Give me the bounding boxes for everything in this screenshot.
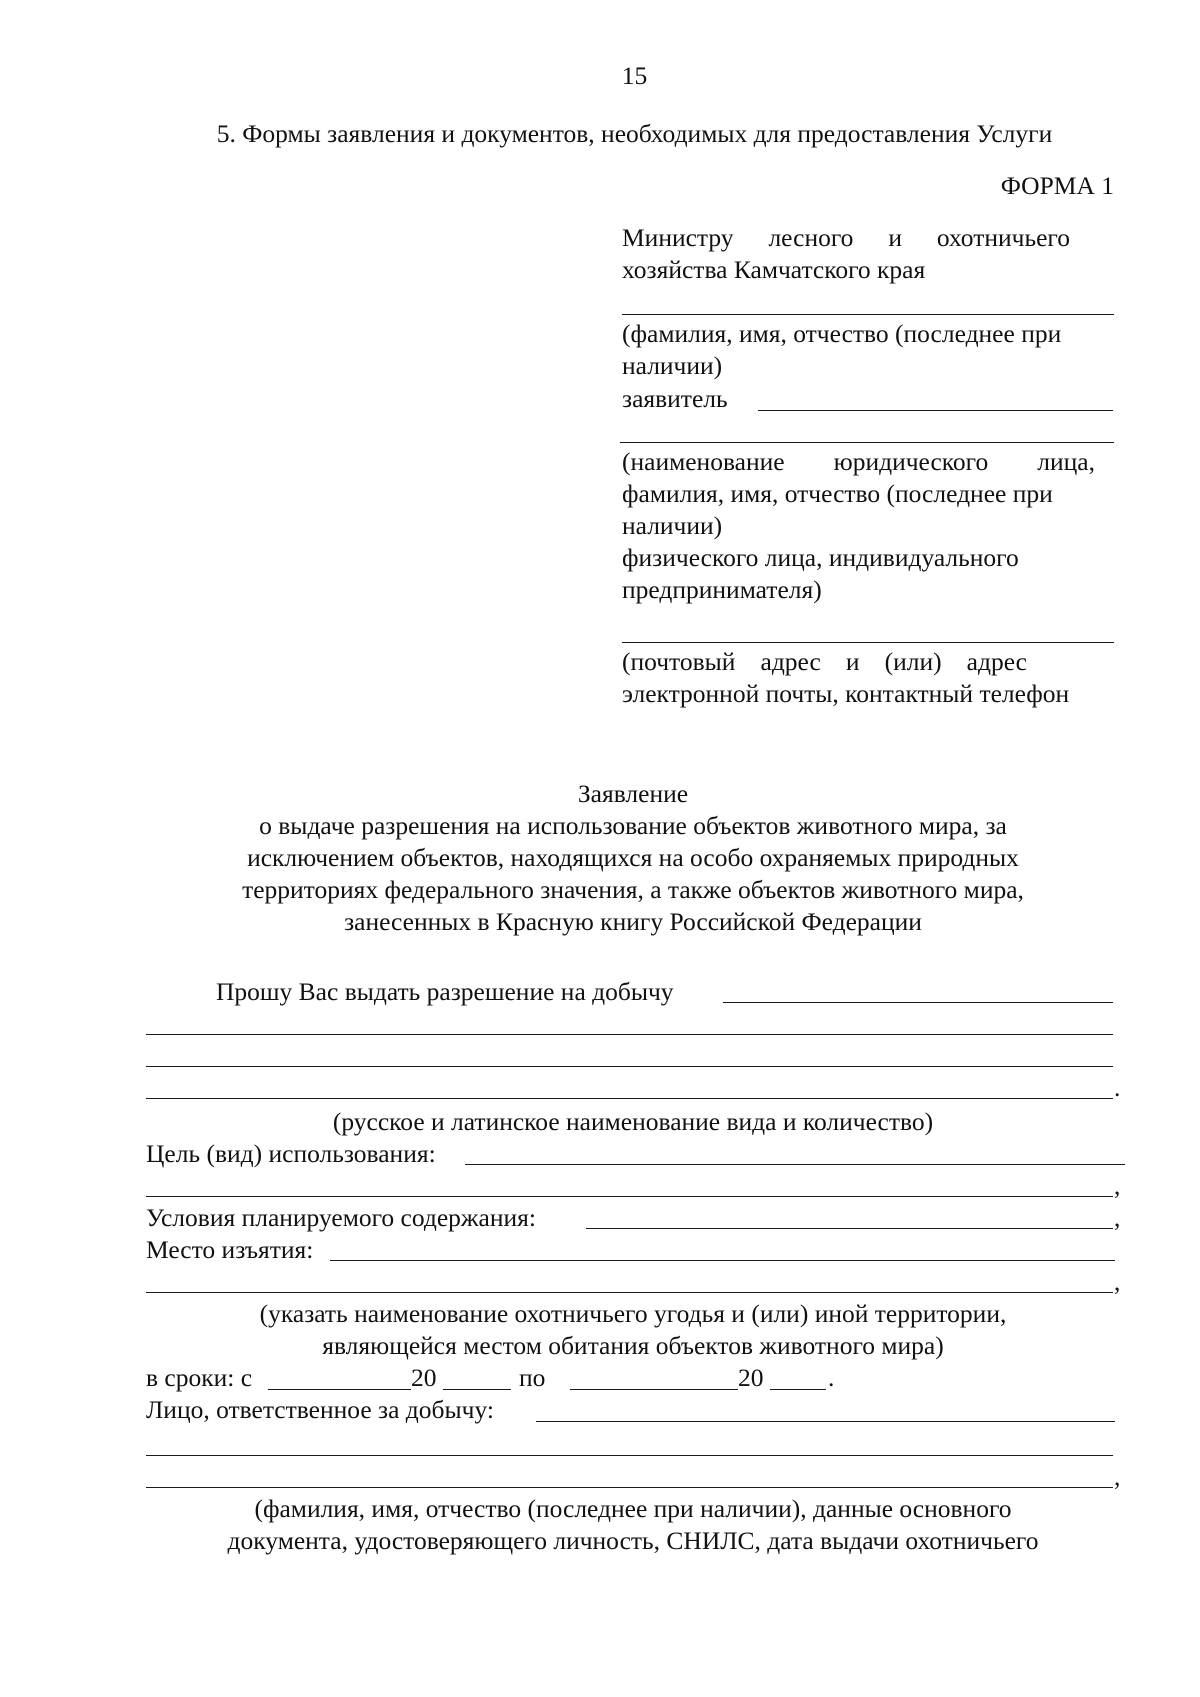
conditions-label: Условия планируемого содержания: (146, 1203, 536, 1232)
hint-org-line5: предпринимателя) (622, 575, 822, 604)
place-field-line2[interactable] (146, 1292, 1113, 1293)
responsible-hint-line1: (фамилия, имя, отчество (последнее при наличии), данные основного (254, 1494, 1012, 1523)
hint-org-line2: фамилия, имя, отчество (последнее при (622, 479, 1053, 508)
addressee-line2: хозяйства Камчатского края (622, 255, 926, 284)
applicant-field-line2[interactable] (620, 442, 1114, 443)
hint-fio-line1: (фамилия, имя, отчество (последнее при (622, 319, 1062, 348)
responsible-comma: , (1114, 1462, 1121, 1491)
hint-contact-line2: электронной почты, контактный телефон (622, 679, 1070, 708)
purpose-comma: , (1114, 1171, 1121, 1200)
period-mark: . (1114, 1073, 1121, 1102)
responsible-label: Лицо, ответственное за добычу: (146, 1395, 494, 1424)
addressee-line1: Министру лесного и охотничьего (622, 223, 1070, 252)
place-label: Место изъятия: (146, 1235, 314, 1264)
purpose-field-line2[interactable] (146, 1196, 1113, 1197)
term-start-year-prefix: 20 (411, 1363, 437, 1392)
statement-subtitle-line1: о выдаче разрешения на использование объектов животного мира, за (259, 811, 1007, 840)
statement-subtitle-line4: занесенных в Красную книгу Российской Федерации (344, 907, 922, 936)
applicant-fio-field[interactable] (622, 314, 1114, 315)
term-end-year-field[interactable] (770, 1389, 826, 1390)
hint-contact-line1: (почтовый адрес и (или) адрес (622, 647, 1027, 676)
term-to-label: по (519, 1363, 546, 1392)
responsible-field-line2[interactable] (146, 1455, 1113, 1456)
purpose-label: Цель (вид) использования: (146, 1139, 436, 1168)
conditions-comma: , (1114, 1203, 1121, 1232)
statement-title: Заявление (577, 779, 689, 808)
place-hint-line2: являющейся местом обитания объектов животного мира) (322, 1331, 944, 1360)
purpose-field[interactable] (465, 1164, 1125, 1165)
statement-subtitle-line2: исключением объектов, находящихся на особо охраняемых природных (247, 843, 1019, 872)
responsible-hint-line2: документа, удостоверяющего личность, СНИЛС, дата выдачи охотничьего (227, 1526, 1039, 1555)
species-hint: (русское и латинское наименование вида и количество) (332, 1107, 934, 1136)
hint-fio-line2: наличии) (622, 351, 723, 380)
form-label: ФОРМА 1 (1000, 171, 1114, 200)
place-hint-line1: (указать наименование охотничьего угодья и (или) иной территории, (259, 1299, 1007, 1328)
hint-org-line1: (наименование юридического лица, (622, 447, 1095, 476)
applicant-field[interactable] (758, 410, 1113, 411)
applicant-label: заявитель (622, 384, 728, 413)
term-label: в сроки: с (146, 1363, 253, 1392)
responsible-field[interactable] (536, 1421, 1115, 1422)
term-start-year-field[interactable] (443, 1389, 511, 1390)
statement-subtitle-line3: территориях федерального значения, а также объектов животного мира, (242, 875, 1024, 904)
hint-org-line4: физического лица, индивидуального (622, 543, 1019, 572)
place-comma: , (1114, 1267, 1121, 1296)
contact-field[interactable] (622, 642, 1114, 643)
term-start-date-field[interactable] (268, 1389, 411, 1390)
species-field[interactable] (723, 1002, 1113, 1003)
page-number: 15 (621, 61, 648, 90)
section-heading: 5. Формы заявления и документов, необходимых для предоставления Услуги (216, 119, 1053, 148)
request-text: Прошу Вас выдать разрешение на добычу (216, 977, 674, 1006)
place-field[interactable] (330, 1260, 1115, 1261)
species-field-line3[interactable] (146, 1066, 1113, 1067)
responsible-field-line3[interactable] (146, 1487, 1113, 1488)
term-end-date-field[interactable] (570, 1389, 738, 1390)
conditions-field[interactable] (586, 1228, 1113, 1229)
hint-org-line3: наличии) (622, 511, 723, 540)
species-field-line4[interactable] (146, 1098, 1113, 1099)
term-end-year-prefix: 20 (738, 1363, 764, 1392)
term-end-mark: . (828, 1363, 835, 1392)
species-field-line2[interactable] (146, 1034, 1113, 1035)
